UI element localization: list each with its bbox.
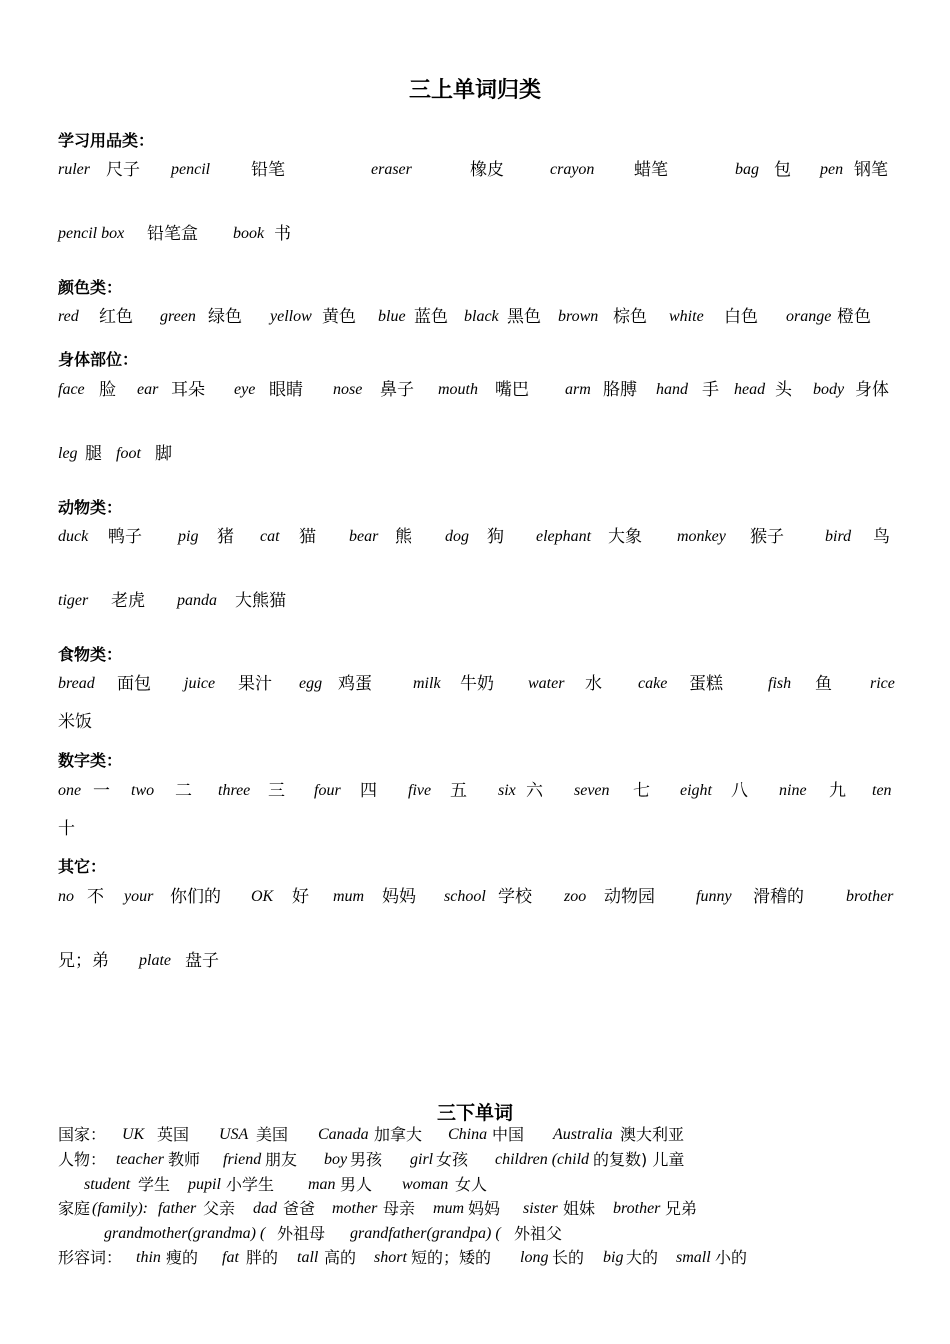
- word-zh: 教师: [168, 1150, 201, 1169]
- word-zh: 书: [274, 224, 291, 244]
- word-zh: 兄；弟: [58, 951, 109, 971]
- word-en: short: [374, 1249, 407, 1266]
- word-zh: 腿: [85, 444, 102, 464]
- word-zh: 尺子: [106, 160, 140, 180]
- word-zh: 面包: [117, 674, 151, 694]
- word-en: face: [58, 381, 85, 398]
- word-zh: 胳膊: [603, 380, 637, 400]
- word-zh: 女孩: [436, 1150, 469, 1169]
- word-en: pencil: [171, 161, 211, 178]
- word-en: UK: [122, 1126, 145, 1143]
- word-zh: 姐妹: [563, 1199, 596, 1218]
- word-en: girl: [410, 1151, 434, 1168]
- word-en: woman: [402, 1176, 449, 1193]
- word-en: brown: [558, 308, 599, 325]
- word-en: your: [124, 888, 154, 905]
- word-en: leg: [58, 445, 78, 462]
- word-zh: 胖的: [246, 1248, 279, 1267]
- word-zh: 红色: [99, 307, 133, 327]
- word-zh: 的复数) 儿童: [593, 1150, 685, 1169]
- row-label-people: 人物：: [58, 1150, 107, 1169]
- word-en: elephant: [536, 528, 592, 545]
- word-zh: 狗: [487, 527, 504, 547]
- word-en: black: [464, 308, 499, 325]
- word-zh: 六: [526, 781, 543, 801]
- word-en: brother: [846, 888, 894, 905]
- word-en: body: [813, 381, 845, 398]
- word-en: cat: [260, 528, 280, 545]
- word-en: book: [233, 225, 265, 242]
- word-zh: 男人: [340, 1175, 373, 1194]
- word-en: student: [84, 1176, 131, 1193]
- word-zh: 铅笔: [251, 160, 285, 180]
- word-en: bird: [825, 528, 852, 545]
- word-zh: 黑色: [507, 307, 541, 327]
- word-en: big: [603, 1249, 624, 1266]
- word-zh: 猫: [299, 527, 316, 547]
- word-zh: 妈妈: [468, 1199, 501, 1218]
- word-en: father: [158, 1200, 197, 1217]
- word-zh: 一: [93, 781, 110, 801]
- word-en: bear: [349, 528, 379, 545]
- word-zh: 大熊猫: [235, 591, 286, 611]
- word-zh: 蓝色: [414, 307, 448, 327]
- section-heading-colors: 颜色类：: [58, 278, 123, 297]
- word-en: seven: [574, 782, 610, 799]
- word-zh: 高的: [324, 1248, 357, 1267]
- word-en: school: [444, 888, 486, 905]
- word-en: tiger: [58, 592, 89, 609]
- word-en: Canada: [318, 1126, 369, 1143]
- word-en: pupil: [188, 1176, 221, 1193]
- word-en: pencil box: [58, 225, 125, 242]
- word-zh: 兄弟: [665, 1199, 698, 1218]
- word-en: no: [58, 888, 74, 905]
- section-heading-numbers: 数字类：: [58, 751, 123, 770]
- word-zh: 鸡蛋: [338, 674, 372, 694]
- word-zh: 妈妈: [382, 887, 416, 907]
- word-zh: 小学生: [226, 1175, 275, 1194]
- word-en: white: [669, 308, 704, 325]
- word-en: one: [58, 782, 82, 799]
- word-zh: 棕色: [613, 307, 647, 327]
- word-en: yellow: [270, 308, 312, 325]
- word-zh: 鸭子: [108, 527, 142, 547]
- word-en: dog: [445, 528, 469, 545]
- word-en: OK: [251, 888, 274, 905]
- word-zh: 美国: [256, 1125, 289, 1144]
- word-en: mouth: [438, 381, 478, 398]
- word-en: head: [734, 381, 766, 398]
- word-zh: 头: [775, 380, 792, 400]
- word-zh: 果汁: [238, 674, 272, 694]
- word-zh: 五: [450, 781, 467, 801]
- word-en: arm: [565, 381, 591, 398]
- word-en: bread: [58, 675, 95, 692]
- section-heading-animals: 动物类：: [58, 498, 123, 517]
- word-en: crayon: [550, 161, 595, 178]
- word-en: monkey: [677, 528, 726, 545]
- word-en: pen: [820, 161, 844, 178]
- word-zh: 大象: [608, 527, 642, 547]
- word-en: ruler: [58, 161, 90, 178]
- page-title: 三上单词归类: [408, 78, 541, 103]
- word-zh: 牛奶: [460, 674, 494, 694]
- word-en: sister: [523, 1200, 558, 1217]
- word-zh: 澳大利亚: [620, 1125, 685, 1144]
- word-zh: 鼻子: [380, 380, 414, 400]
- section-title-part2: 三下单词: [436, 1102, 513, 1124]
- word-en: brother: [613, 1200, 661, 1217]
- word-zh: 蛋糕: [689, 674, 723, 694]
- word-en: teacher: [116, 1151, 164, 1168]
- word-zh: 鱼: [815, 674, 832, 694]
- word-en: blue: [378, 308, 406, 325]
- word-en: long: [520, 1249, 549, 1266]
- word-zh: 耳朵: [171, 380, 205, 400]
- word-zh: 学校: [498, 887, 532, 907]
- word-zh: 外祖父: [514, 1224, 563, 1243]
- word-zh: 不: [87, 887, 104, 907]
- word-en: small: [676, 1249, 711, 1266]
- word-en: man: [308, 1176, 336, 1193]
- word-en: three: [218, 782, 251, 799]
- word-zh: 身体: [855, 380, 889, 400]
- word-en: thin: [136, 1249, 161, 1266]
- word-zh: 男孩: [350, 1150, 383, 1169]
- word-zh: 滑稽的: [753, 887, 804, 907]
- word-zh: 学生: [138, 1175, 171, 1194]
- word-zh: 脸: [99, 380, 116, 400]
- word-en: juice: [184, 675, 216, 692]
- word-en: six: [498, 782, 516, 799]
- word-en: panda: [177, 592, 217, 609]
- word-en: fish: [768, 675, 792, 692]
- word-zh: 手: [702, 380, 719, 400]
- word-zh: 母亲: [383, 1199, 416, 1218]
- word-zh: 脚: [155, 444, 172, 464]
- word-zh: 二: [175, 781, 192, 801]
- word-zh: 熊: [395, 527, 412, 547]
- word-zh: 加拿大: [374, 1125, 423, 1144]
- word-zh: 包: [774, 160, 791, 180]
- word-en: milk: [413, 675, 441, 692]
- section-heading-others: 其它：: [58, 857, 107, 876]
- word-zh: 嘴巴: [495, 380, 529, 400]
- row-label-family-en: (family):: [92, 1200, 148, 1217]
- word-en: mum: [433, 1200, 465, 1217]
- word-zh: 绿色: [208, 307, 242, 327]
- word-zh: 大的: [626, 1248, 659, 1267]
- word-en: children (child: [495, 1151, 590, 1168]
- word-zh: 朋友: [265, 1150, 298, 1169]
- word-en: ear: [137, 381, 159, 398]
- word-zh: 黄色: [322, 307, 356, 327]
- row-label-family: 家庭: [58, 1199, 91, 1218]
- word-en: USA: [219, 1126, 249, 1143]
- word-zh: 外祖母: [277, 1224, 326, 1243]
- section-heading-body: 身体部位：: [58, 350, 139, 369]
- word-zh: 鸟: [873, 527, 890, 547]
- section-heading-food: 食物类：: [58, 645, 123, 664]
- word-en: duck: [58, 528, 89, 545]
- word-zh: 四: [360, 781, 377, 801]
- word-en: four: [314, 782, 341, 799]
- word-en: grandmother(grandma) (: [104, 1225, 266, 1242]
- word-en: zoo: [564, 888, 587, 905]
- word-en: five: [408, 782, 432, 799]
- word-zh: 白色: [724, 307, 758, 327]
- word-en: egg: [299, 675, 323, 692]
- word-en: two: [131, 782, 155, 799]
- word-en: ten: [872, 782, 892, 799]
- word-zh: 英国: [157, 1125, 190, 1144]
- word-en: pig: [178, 528, 199, 545]
- row-label-countries: 国家：: [58, 1125, 107, 1144]
- row-label-adjectives: 形容词：: [58, 1248, 123, 1267]
- word-en: hand: [656, 381, 688, 398]
- word-en: nose: [333, 381, 363, 398]
- word-zh: 九: [829, 781, 846, 801]
- word-en: nine: [779, 782, 807, 799]
- word-zh: 钢笔: [854, 160, 888, 180]
- word-en: grandfather(grandpa) (: [350, 1225, 501, 1242]
- word-zh: 米饭: [58, 712, 92, 732]
- word-en: China: [448, 1126, 488, 1143]
- word-en: orange: [786, 308, 832, 325]
- word-en: funny: [696, 888, 732, 905]
- word-zh: 小的: [715, 1248, 748, 1267]
- word-en: foot: [116, 445, 141, 462]
- word-zh: 猴子: [750, 527, 784, 547]
- word-en: green: [160, 308, 196, 325]
- word-en: friend: [223, 1151, 262, 1168]
- word-zh: 父亲: [203, 1199, 236, 1218]
- word-en: mother: [332, 1200, 378, 1217]
- word-zh: 三: [268, 781, 285, 801]
- word-zh: 橙色: [837, 307, 871, 327]
- word-zh: 橡皮: [470, 160, 504, 180]
- word-en: tall: [297, 1249, 319, 1266]
- word-zh: 老虎: [111, 591, 145, 611]
- word-zh: 瘦的: [166, 1248, 199, 1267]
- word-zh: 七: [633, 781, 650, 801]
- word-en: fat: [222, 1249, 239, 1266]
- word-zh: 女人: [455, 1175, 488, 1194]
- word-en: plate: [139, 952, 171, 969]
- section-heading-stationery: 学习用品类：: [58, 131, 155, 150]
- word-zh: 铅笔盒: [147, 224, 198, 244]
- word-en: eraser: [371, 161, 412, 178]
- word-zh: 水: [585, 674, 602, 694]
- word-zh: 动物园: [604, 887, 655, 907]
- word-zh: 爸爸: [283, 1199, 316, 1218]
- word-zh: 十: [58, 819, 75, 839]
- word-en: water: [528, 675, 565, 692]
- word-zh: 猪: [217, 527, 234, 547]
- word-en: dad: [253, 1200, 277, 1217]
- word-zh: 短的；矮的: [411, 1248, 492, 1267]
- word-en: mum: [333, 888, 365, 905]
- word-en: eye: [234, 381, 256, 398]
- word-en: bag: [735, 161, 759, 178]
- word-zh: 盘子: [185, 951, 219, 971]
- word-zh: 中国: [492, 1125, 525, 1144]
- word-zh: 长的: [552, 1248, 585, 1267]
- word-zh: 八: [731, 781, 748, 801]
- word-en: eight: [680, 782, 712, 799]
- word-en: Australia: [553, 1126, 613, 1143]
- word-en: red: [58, 308, 79, 325]
- word-zh: 蜡笔: [634, 160, 668, 180]
- word-zh: 眼睛: [269, 380, 303, 400]
- word-en: boy: [324, 1151, 348, 1168]
- word-zh: 好: [292, 887, 309, 907]
- word-zh: 你们的: [170, 887, 221, 907]
- word-en: cake: [638, 675, 668, 692]
- word-en: rice: [870, 675, 895, 692]
